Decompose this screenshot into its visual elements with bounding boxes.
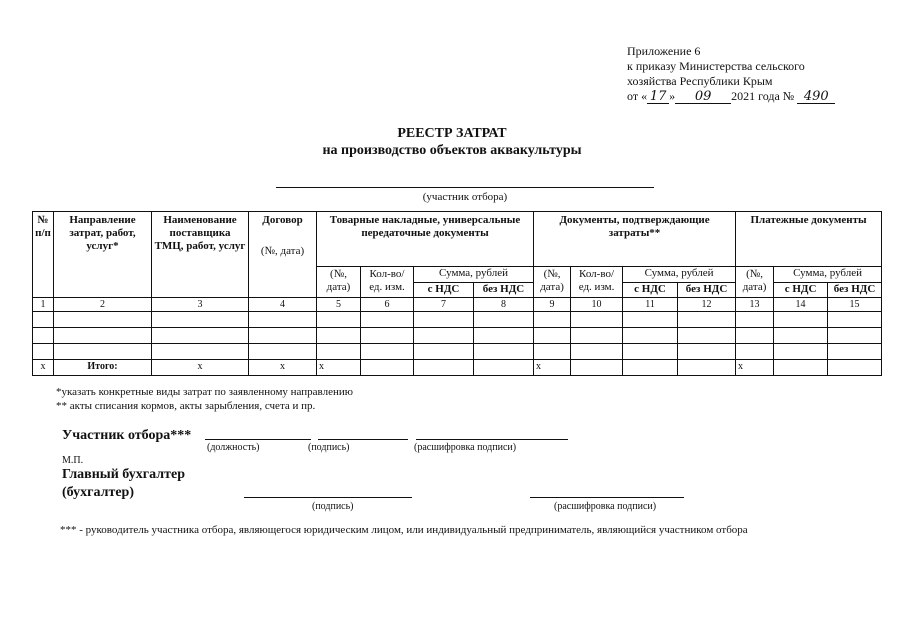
- appendix-line-3: хозяйства Республики Крым: [627, 74, 773, 88]
- accountant-decoding-caption: (расшифровка подписи): [554, 501, 657, 512]
- header-payment-no-date: (№, дата): [736, 267, 774, 298]
- header-payment-sum: Сумма, рублей: [774, 267, 882, 283]
- header-invoice-no-date: (№, дата): [317, 267, 361, 298]
- cost-register-table: [32, 211, 882, 376]
- title-line-2: на производство объектов аквакультуры: [322, 143, 582, 158]
- total-row: [33, 360, 882, 376]
- appendix-quote-close: »: [669, 89, 676, 103]
- position-line: [205, 439, 311, 440]
- decoding-caption: (расшифровка подписи): [414, 442, 517, 453]
- accountant-decoding-line: [530, 497, 684, 498]
- header-invoice-sum: Сумма, рублей: [414, 267, 534, 283]
- total-c1: x: [33, 360, 54, 376]
- total-c13: x: [736, 360, 774, 376]
- appendix-date-line: [627, 89, 835, 104]
- table-row: [33, 344, 882, 360]
- total-c9: x: [534, 360, 571, 376]
- col-num-3: 3: [152, 298, 249, 312]
- total-c4: x: [249, 360, 317, 376]
- signature-line: [318, 439, 408, 440]
- footnote: *** - руководитель участника отбора, являющегося юридическим лицом, или индивидуальный предприниматель, являющийся участником отбора: [60, 524, 748, 536]
- header-direction: Направление затрат, работ, услуг*: [54, 212, 152, 298]
- header-supplier: Наименование поставщика ТМЦ, работ, услуг: [152, 212, 249, 298]
- total-c5: x: [317, 360, 361, 376]
- col-num-5: 5: [317, 298, 361, 312]
- stamp-label: М.П.: [62, 455, 84, 466]
- appendix-from: от «: [627, 89, 648, 103]
- header-invoice-qty: Кол-во/ ед. изм.: [361, 267, 414, 298]
- header-invoices: Товарные накладные, универсальные передаточные документы: [317, 212, 534, 267]
- participant-line: [276, 187, 654, 188]
- accountant-label: (бухгалтер): [62, 485, 135, 500]
- col-num-10: 10: [571, 298, 623, 312]
- table-row: [33, 312, 882, 328]
- appendix-number: 490: [797, 90, 835, 104]
- col-num-12: 12: [678, 298, 736, 312]
- table-row: [33, 328, 882, 344]
- header-confirm-no-date: (№, дата): [534, 267, 571, 298]
- header-confirm-docs: Документы, подтверждающие затраты**: [534, 212, 736, 267]
- total-label: Итого:: [54, 360, 152, 376]
- col-num-15: 15: [828, 298, 882, 312]
- position-caption: (должность): [207, 442, 260, 453]
- appendix-month: 09: [675, 90, 731, 104]
- header-payment-with-vat: с НДС: [774, 283, 828, 298]
- header-confirm-without-vat: без НДС: [678, 283, 736, 298]
- appendix-day: 17: [647, 90, 669, 104]
- total-c3: x: [152, 360, 249, 376]
- col-num-11: 11: [623, 298, 678, 312]
- appendix-block: [627, 44, 835, 104]
- col-num-6: 6: [361, 298, 414, 312]
- header-contract: [249, 212, 317, 298]
- header-payment-docs: Платежные документы: [736, 212, 882, 267]
- col-num-14: 14: [774, 298, 828, 312]
- header-confirm-with-vat: с НДС: [623, 283, 678, 298]
- col-num-7: 7: [414, 298, 474, 312]
- col-num-9: 9: [534, 298, 571, 312]
- header-row-1: [33, 212, 882, 267]
- appendix-line-2: к приказу Министерства сельского: [627, 59, 805, 73]
- chief-accountant-label: Главный бухгалтер: [62, 467, 185, 482]
- header-payment-without-vat: без НДС: [828, 283, 882, 298]
- appendix-line-1: Приложение 6: [627, 44, 701, 58]
- header-no: № п/п: [33, 212, 54, 298]
- header-contract-sub: (№, дата): [260, 245, 305, 257]
- header-confirm-sum: Сумма, рублей: [623, 267, 736, 283]
- col-num-1: 1: [33, 298, 54, 312]
- participant-signature-label: Участник отбора***: [62, 428, 192, 443]
- header-invoice-with-vat: с НДС: [414, 283, 474, 298]
- accountant-signature-caption: (подпись): [312, 501, 354, 512]
- header-confirm-qty: Кол-во/ ед. изм.: [571, 267, 623, 298]
- header-invoice-without-vat: без НДС: [474, 283, 534, 298]
- accountant-signature-line: [244, 497, 412, 498]
- column-number-row: [33, 298, 882, 312]
- col-num-4: 4: [249, 298, 317, 312]
- signature-caption: (подпись): [308, 442, 350, 453]
- participant-caption: (участник отбора): [422, 191, 508, 203]
- col-num-8: 8: [474, 298, 534, 312]
- header-contract-label: Договор: [262, 214, 303, 226]
- title-line-1: РЕЕСТР ЗАТРАТ: [397, 126, 507, 141]
- decoding-line: [416, 439, 568, 440]
- appendix-year: 2021 года №: [731, 89, 795, 103]
- col-num-13: 13: [736, 298, 774, 312]
- col-num-2: 2: [54, 298, 152, 312]
- document-title: [0, 125, 904, 159]
- note-2: ** акты списания кормов, акты зарыбления, счета и пр.: [56, 400, 316, 412]
- note-1: *указать конкретные виды затрат по заявленному направлению: [56, 386, 353, 398]
